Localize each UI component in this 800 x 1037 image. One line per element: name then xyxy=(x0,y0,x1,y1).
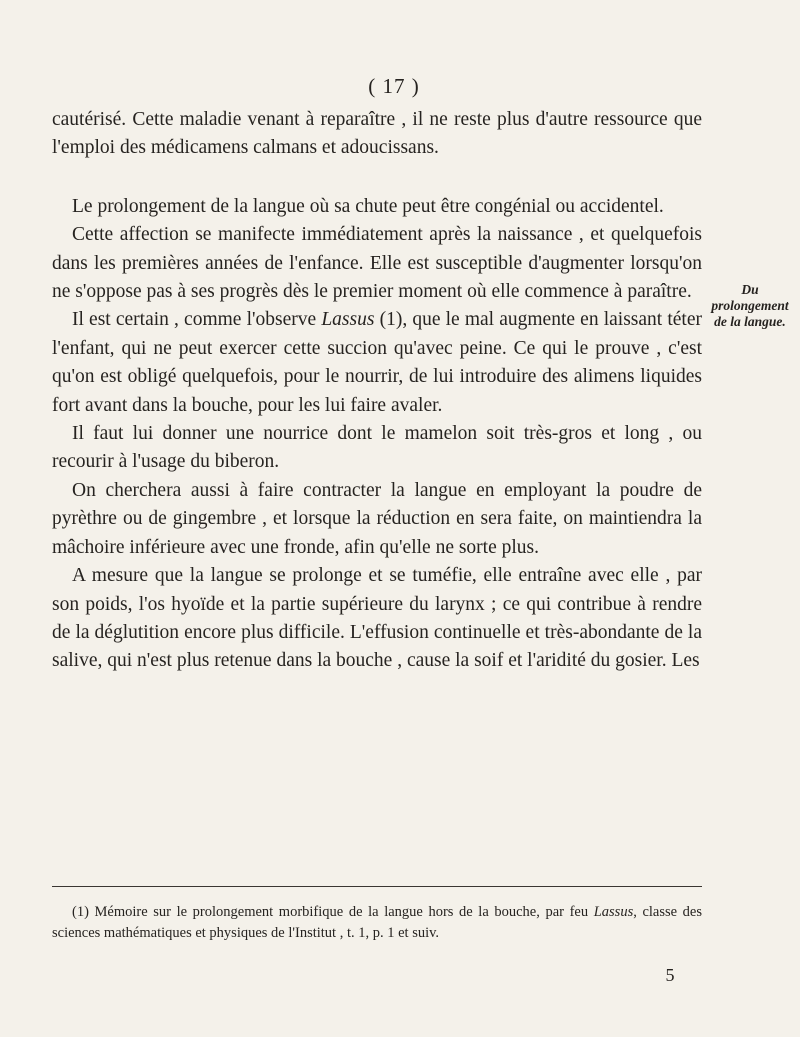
paragraph-continuation: cautérisé. Cette maladie venant à reparaître , il ne reste plus d'autre ressource que l'emploi des médicamens calmans et adoucissans. xyxy=(52,109,702,159)
paragraph: A mesure que la langue se prolonge et se tuméfie, elle entraîne avec elle , par son poids, l'os hyoïde et la partie supérieure du larynx ; ce qui contribue à rendre de la déglutition encore plus difficile. L'effusion continuelle et très-abondante de la salive, qui n'est plus retenue dans la bouche , cause la soif et l'aridité du gosier. Les xyxy=(52,565,702,672)
text: , classe des sciences mathématiques et physiques de l'Institut , t. 1, p. 1 et suiv. xyxy=(52,904,703,941)
author-name: Lassus xyxy=(321,309,375,331)
footnote-rule xyxy=(52,886,702,887)
paragraph: Il faut lui donner une nourrice dont le mamelon soit très-gros et long , ou recourir à l'usage du biberon. xyxy=(52,423,702,473)
paragraph: On cherchera aussi à faire contracter la langue en employant la poudre de pyrèthre ou de gingembre , et lorsque la réduction en sera faite, on maintiendra la mâchoire inférieure avec une fronde, afin qu'elle ne sorte plus. xyxy=(52,479,702,558)
text: Il est certain , comme l'observe xyxy=(72,309,322,331)
text: (1) Mémoire sur le prolongement morbifique de la langue hors de la bouche, par feu xyxy=(72,904,594,920)
margin-note-line-2: prolongement xyxy=(711,298,789,313)
margin-note-line-1: Du xyxy=(741,282,759,297)
footnote-text xyxy=(52,902,702,944)
margin-note xyxy=(704,282,796,330)
text: (1), que le mal augmente en laissant téter l'enfant, qui ne peut exercer cette succion qu'avec peine. Ce qui le prouve , c'est qu'on est obligé quelquefois, pour le nourrir, de lui introduire des alimens liquides fort avant dans la bouche, pour les lui faire avaler. xyxy=(52,309,702,416)
footnote xyxy=(52,902,702,944)
main-text xyxy=(52,106,702,676)
page-number: ( 17 ) xyxy=(368,74,420,98)
paragraph: Cette affection se manifecte immédiatement après la naissance , et quelquefois dans les premières années de l'enfance. Elle est susceptible d'augmenter lorsqu'on ne s'oppose pas à ses progrès dès le premier moment où elle commence à paraître. xyxy=(52,224,702,303)
paragraph-heading: Le prolongement de la langue où sa chute peut être congénial ou accidentel. xyxy=(72,195,664,217)
margin-note-line-3: de la langue. xyxy=(714,314,786,329)
paragraph-lassus xyxy=(52,306,702,420)
signature-mark: 5 xyxy=(665,965,675,985)
author-name: Lassus xyxy=(593,904,634,920)
